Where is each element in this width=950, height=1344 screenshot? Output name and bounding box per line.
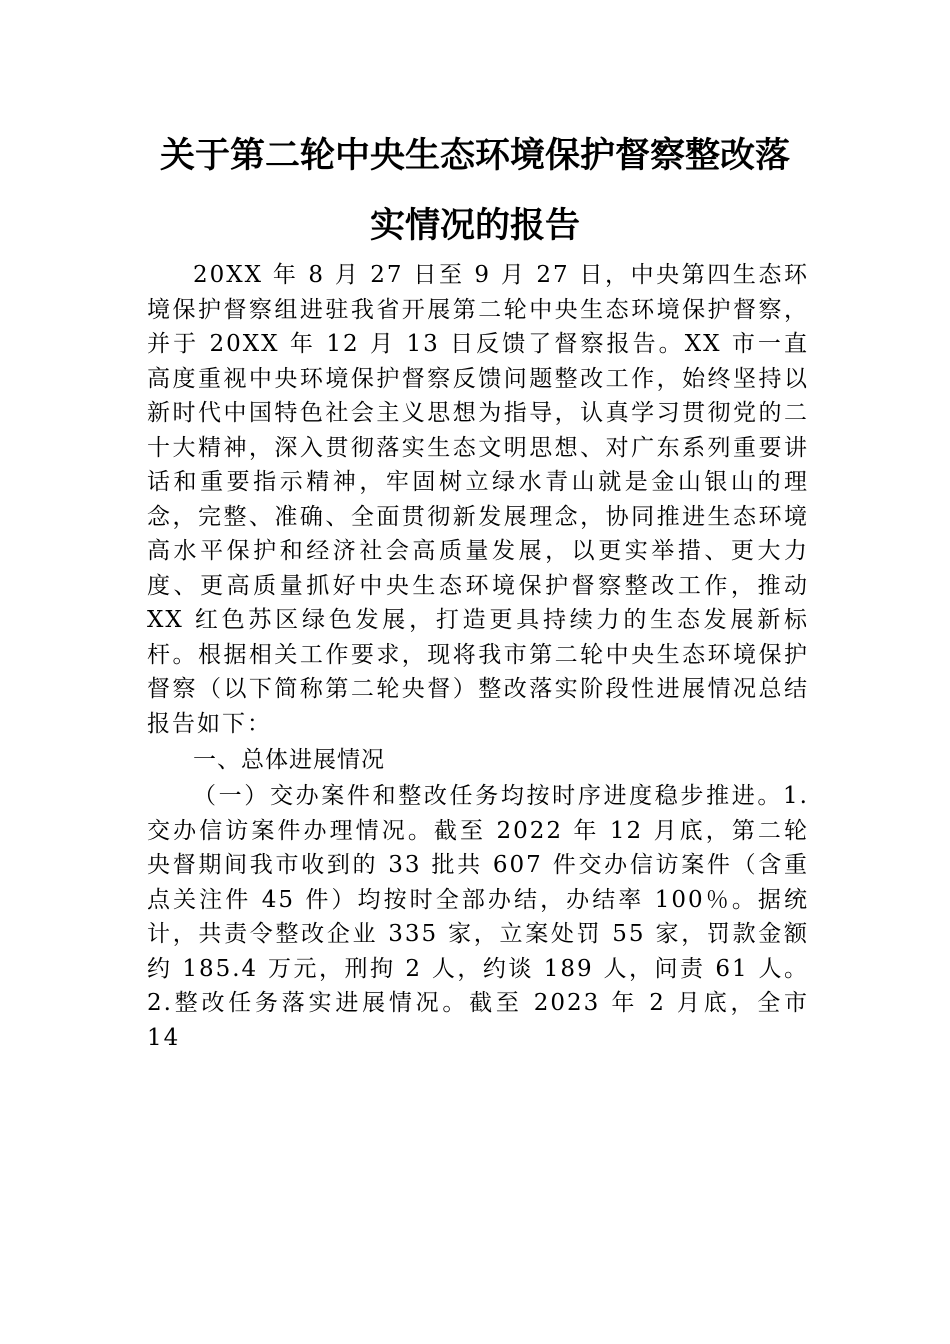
section-heading: 一、总体进展情况 <box>193 747 385 773</box>
intro-paragraph: 20XX 年 8 月 27 日至 9 月 27 日，中央第四生态环境保护督察组进驻我省开展第二轮中央生态环境保护督察，并于 20XX 年 12 月 13 日反馈了督察报告。XX 市一直高度重视中央环境保护督察反馈问题整改工作，始终坚持以新时代中国特色社会主义思想为指导，认真学习贯彻党的二十大精神，深入贯彻落实生态文明思想、对广东系列重要讲话和重要指示精神，牢固树立绿水青山就是金山银山的理念，完整、准确、全面贯彻新发展理念，协同推进生态环境高水平保护和经济社会高质量发展，以更实举措、更大力度、更高质量抓好中央生态环境保护督察整改工作，推动 XX 红色苏区绿色发展，打造更具持续力的生态发展新标杆。根据相关工作要求，现将我市第二轮中央生态环境保护督察（以下简称第二轮央督）整改落实阶段性进展情况总结报告如下： <box>147 262 809 737</box>
document-title-line-1: 关于第二轮中央生态环境保护督察整改落 <box>159 135 790 176</box>
document-title-line-2: 实情况的报告 <box>369 205 580 246</box>
progress-paragraph: （一）交办案件和整改任务均按时序进度稳步推进。1.交办信访案件办理情况。截至 2022 年 12 月底，第二轮央督期间我市收到的 33 批共 607 件交办信访案件（含重点关注件 45 件）均按时全部办结，办结率 100％。据统计，共责令整改企业 335 家，立案处罚 55 家，罚款金额约 185.4 万元，刑拘 2 人，约谈 189 人，问责 61 人。2.整改任务落实进展情况。截至 2023 年 2 月底，全市 14 <box>147 783 809 1051</box>
